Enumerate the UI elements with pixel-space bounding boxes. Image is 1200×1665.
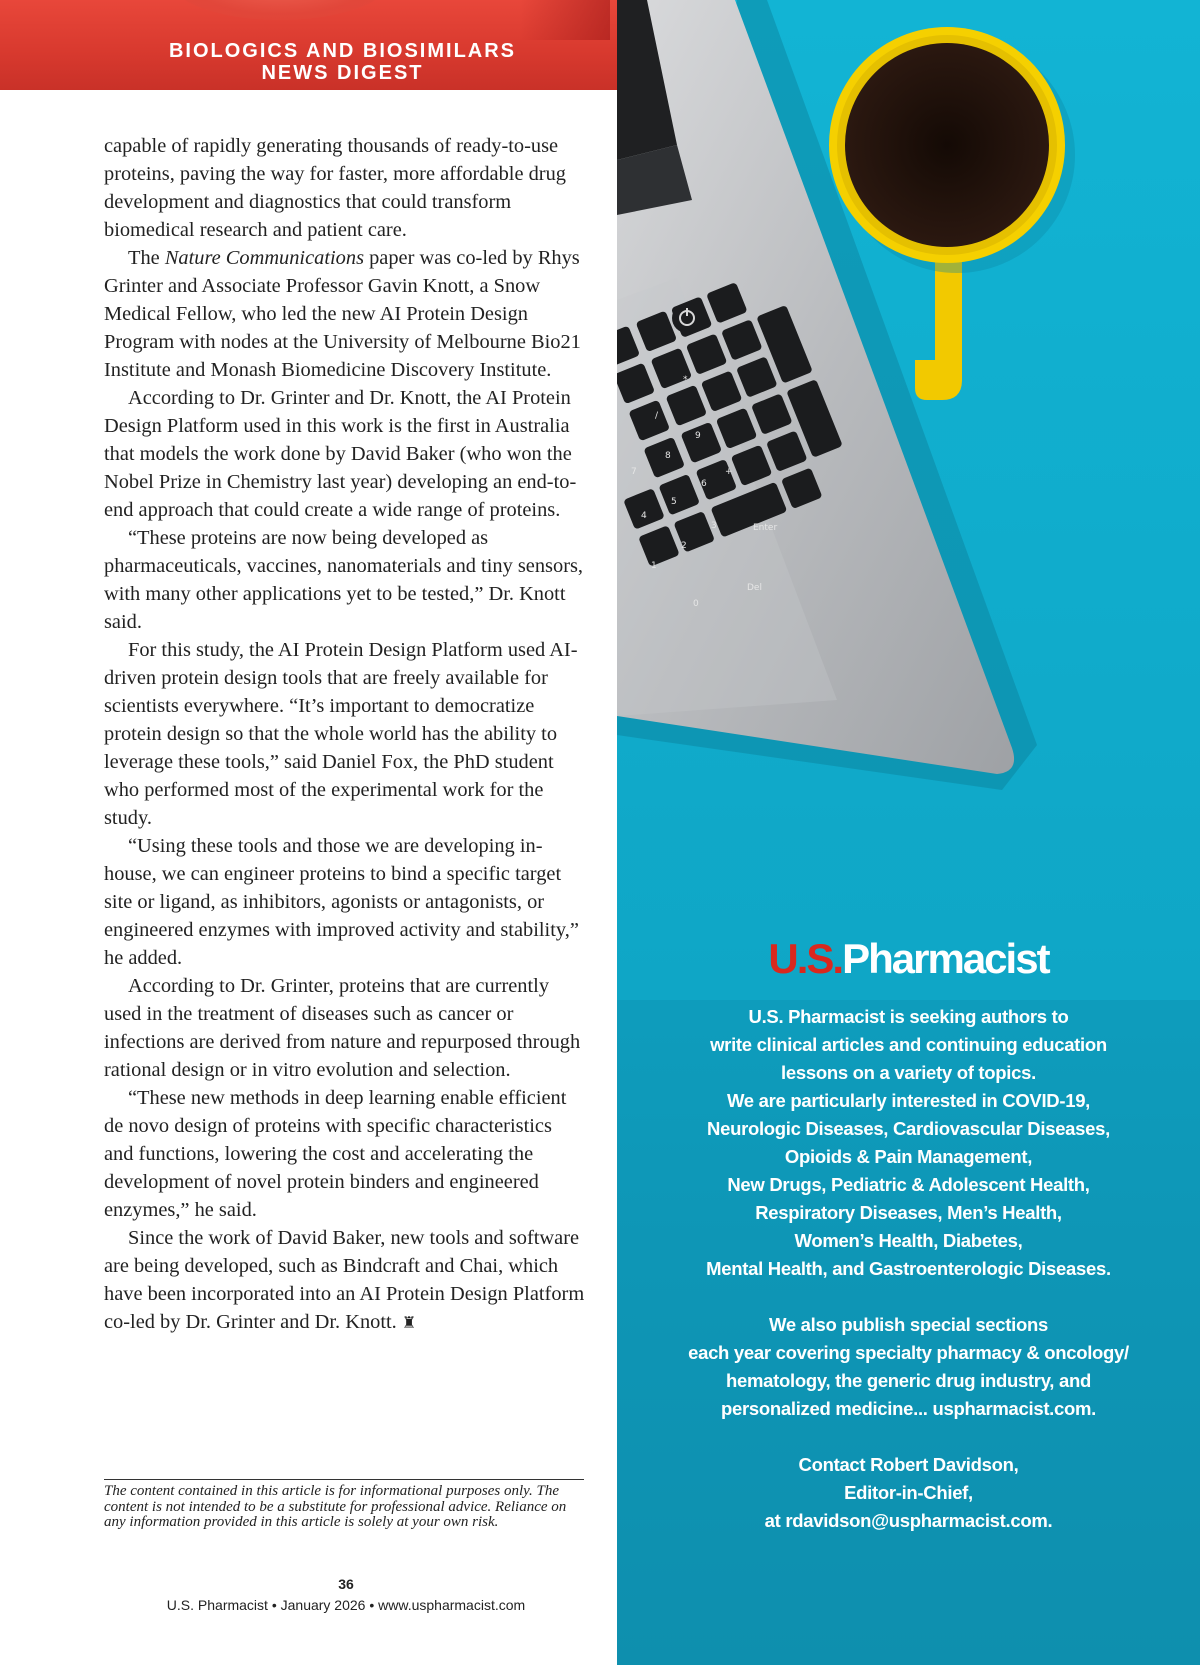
ad-spacer <box>617 1283 1200 1311</box>
ad-line: Women’s Health, Diabetes, <box>794 1230 1023 1251</box>
paragraph-3: According to Dr. Grinter and Dr. Knott, the AI Protein Design Platform used in this work is the first in Australia that models the work done by David Baker (who won the Nobel Prize in Chemistry last year) developing an end-to-end approach that could create a wide range of proteins. <box>104 387 577 521</box>
svg-text:9: 9 <box>695 431 701 441</box>
banner-decoration-right <box>520 0 610 40</box>
disclaimer: The content contained in this article is for informational purposes only. The content is not intended to be a substitute for professional advice. Reliance on any information provided in this article is solely at your own risk. <box>104 1479 584 1531</box>
svg-text:3: 3 <box>711 521 717 531</box>
ad-line: hematology, the generic drug industry, and <box>726 1370 1091 1391</box>
ad-line: each year covering specialty pharmacy & oncology/ <box>688 1342 1129 1363</box>
paragraph-9 <box>104 1224 586 1338</box>
ad-line: lessons on a variety of topics. <box>781 1062 1036 1083</box>
svg-text:/: / <box>655 411 659 421</box>
ad-line: personalized medicine... uspharmacist.com. <box>721 1398 1096 1419</box>
ad-spacer <box>617 1423 1200 1451</box>
ad-line: New Drugs, Pediatric & Adolescent Health, <box>727 1174 1090 1195</box>
logo-us: U.S. <box>768 935 843 982</box>
svg-text:8: 8 <box>665 451 671 461</box>
us-pharmacist-logo <box>617 935 1200 983</box>
page-footer: U.S. Pharmacist • January 2026 • www.uspharmacist.com <box>166 1597 526 1613</box>
laptop-coffee-photo <box>617 0 1200 1000</box>
banner-decoration <box>170 0 390 20</box>
section-title-line1: BIOLOGICS AND BIOSIMILARS <box>168 40 517 62</box>
section-title-line2: NEWS DIGEST <box>261 62 424 84</box>
svg-text:*: * <box>683 375 688 385</box>
svg-text:7: 7 <box>631 467 637 477</box>
svg-text:4: 4 <box>641 511 647 521</box>
paragraph-9-text: Since the work of David Baker, new tools and software are being developed, such as Bindcraft and Chai, which have been incorporated into an AI Protein Design Platform co-led by Dr. Grinter and Dr. Knott. <box>104 1227 585 1333</box>
paragraph-2-post: paper was co-led by Rhys Grinter and Associate Professor Gavin Knott, a Snow Medical Fellow, who led the new AI Protein Design Program with nodes at the University of Melbourne Bio21 Institute and Monash Biomedicine Discovery Institute. <box>104 247 581 381</box>
ad-copy <box>617 1003 1200 1535</box>
logo-pharmacist: Pharmacist <box>842 935 1049 982</box>
paragraph-7: According to Dr. Grinter, proteins that are currently used in the treatment of diseases such as cancer or infections are derived from nature and repurposed through rational design or in vitro evolution and selection. <box>104 975 581 1081</box>
paragraph-2 <box>104 244 586 384</box>
end-mark-icon: ♜ <box>401 1315 417 1332</box>
section-banner <box>0 0 617 90</box>
paragraph-6: “Using these tools and those we are developing in-house, we can engineer proteins to bind a specific target site or ligand, as inhibitors, agonists or antagonists, or engineered enzymes with improved activity and stability,” he added. <box>104 835 579 969</box>
svg-text:0: 0 <box>693 599 699 609</box>
article-body <box>104 132 586 1338</box>
paragraph-5: For this study, the AI Protein Design Platform used AI-driven protein design tools that are freely available for scientists everywhere. “It’s important to democratize protein design so that the whole world has the ability to leverage these tools,” said Daniel Fox, the PhD student who performed most of the experimental work for the study. <box>104 639 578 829</box>
ad-line: Opioids & Pain Management, <box>784 1146 1033 1167</box>
svg-text:Enter: Enter <box>753 523 778 533</box>
page-number: 36 <box>338 1576 354 1592</box>
paragraph-4: “These proteins are now being developed as pharmaceuticals, vaccines, nanomaterials and tiny sensors, with many other applications yet to be tested,” Dr. Knott said. <box>104 527 584 633</box>
ad-line: We are particularly interested in COVID-19, <box>726 1090 1091 1111</box>
section-title <box>0 40 617 84</box>
svg-text:1: 1 <box>651 561 657 571</box>
contact-line: Editor-in-Chief, <box>844 1482 973 1503</box>
ad-line: Mental Health, and Gastroenterologic Diseases. <box>706 1258 1111 1279</box>
paragraph-1: capable of rapidly generating thousands of ready-to-use proteins, paving the way for faster, more affordable drug development and diagnostics that could transform biomedical research and patient care. <box>104 135 566 241</box>
journal-name: Nature Communications <box>164 247 364 269</box>
contact-email[interactable]: at rdavidson@uspharmacist.com. <box>764 1510 1053 1531</box>
svg-text:+: + <box>725 467 733 477</box>
advertisement <box>617 0 1200 1665</box>
coffee <box>845 43 1049 247</box>
svg-text:5: 5 <box>671 497 677 507</box>
ad-line: U.S. Pharmacist is seeking authors to <box>748 1006 1069 1027</box>
svg-text:Del: Del <box>747 583 762 593</box>
svg-text:6: 6 <box>701 479 707 489</box>
ad-line: Neurologic Diseases, Cardiovascular Diseases, <box>707 1118 1110 1139</box>
svg-text:2: 2 <box>681 541 687 551</box>
ad-line: Respiratory Diseases, Men’s Health, <box>755 1202 1062 1223</box>
paragraph-2-pre: The <box>128 247 165 269</box>
ad-line: We also publish special sections <box>769 1314 1048 1335</box>
ad-line: write clinical articles and continuing education <box>710 1034 1107 1055</box>
contact-line: Contact Robert Davidson, <box>798 1454 1019 1475</box>
paragraph-8: “These new methods in deep learning enable efficient de novo design of proteins with specific characteristics and functions, lowering the cost and accelerating the development of novel protein binders and engineered enzymes,” he said. <box>104 1087 567 1221</box>
